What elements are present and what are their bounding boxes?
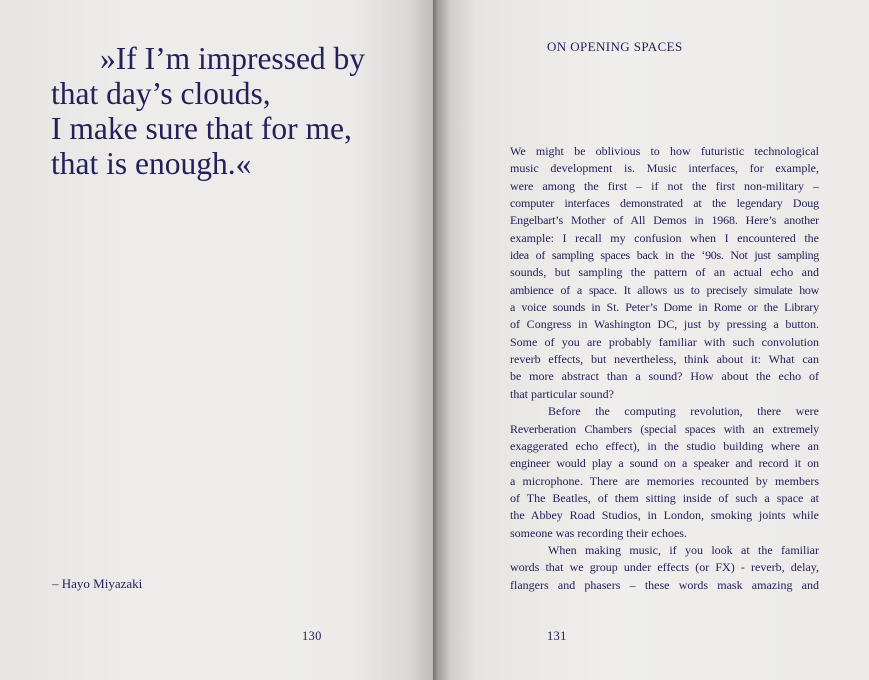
body-line: flangers and phasers – these words mask amazing and xyxy=(510,577,819,592)
body-line: ambience of a space. It allows us to precisely simulate how xyxy=(510,282,819,297)
page-number-left: 130 xyxy=(302,629,322,643)
quote-line: that day’s clouds, xyxy=(51,76,271,111)
body-line: We might be oblivious to how futuristic technological xyxy=(510,144,819,158)
body-line: a voice sounds in St. Peter’s Dome in Rome or the Library xyxy=(510,300,819,315)
body-line: Engelbart’s Mother of All Demos in 1968. Here’s another xyxy=(510,213,819,228)
body-line: Some of you are probably familiar with such convolution xyxy=(510,334,819,349)
body-line: of The Beatles, of them sitting inside of such a space at xyxy=(510,490,819,505)
body-line: idea of sampling spaces back in the ‘90s. Not just sampling xyxy=(510,248,819,263)
body-line: that particular sound? xyxy=(510,386,614,401)
body-line: sounds, but sampling the pattern of an actual echo and xyxy=(510,265,819,280)
body-line: the Abbey Road Studios, in London, smoking joints while xyxy=(510,508,819,523)
pull-quote xyxy=(51,41,431,181)
quote-line: that is enough.« xyxy=(51,146,252,181)
right-page xyxy=(433,0,869,680)
running-head: ON OPENING SPACES xyxy=(547,39,683,54)
body-text xyxy=(510,143,819,594)
body-line: someone was recording their echoes. xyxy=(510,525,687,540)
body-line: be more abstract than a sound? How about the echo of xyxy=(510,369,819,384)
quote-line: »If I’m impressed by xyxy=(100,41,366,76)
body-line: were among the first – if not the first non-military – xyxy=(510,178,819,193)
body-line: When making music, if you look at the familiar xyxy=(548,542,819,557)
body-line: words that we group under effects (or FX) - reverb, delay, xyxy=(510,560,819,575)
body-line: example: I recall my confusion when I encountered the xyxy=(510,230,819,245)
body-line: of Congress in Washington DC, just by pressing a button. xyxy=(510,317,819,332)
body-line: computer interfaces demonstrated at the legendary Doug xyxy=(510,196,819,211)
body-line: engineer would play a sound on a speaker and record it on xyxy=(510,456,819,471)
body-line: music development is. Music interfaces, for example, xyxy=(510,161,819,176)
body-line: Reverberation Chambers (special spaces with an extremely xyxy=(510,421,819,436)
body-line: reverb effects, but nevertheless, think about it: What can xyxy=(510,352,819,367)
body-line: Before the computing revolution, there were xyxy=(548,404,819,419)
page-number-right: 131 xyxy=(547,629,567,643)
quote-line: I make sure that for me, xyxy=(51,111,352,146)
body-line: exaggerated echo effect), in the studio building where an xyxy=(510,438,819,453)
body-line: a microphone. There are memories recounted by members xyxy=(510,473,819,488)
quote-attribution: – Hayo Miyazaki xyxy=(52,576,143,591)
